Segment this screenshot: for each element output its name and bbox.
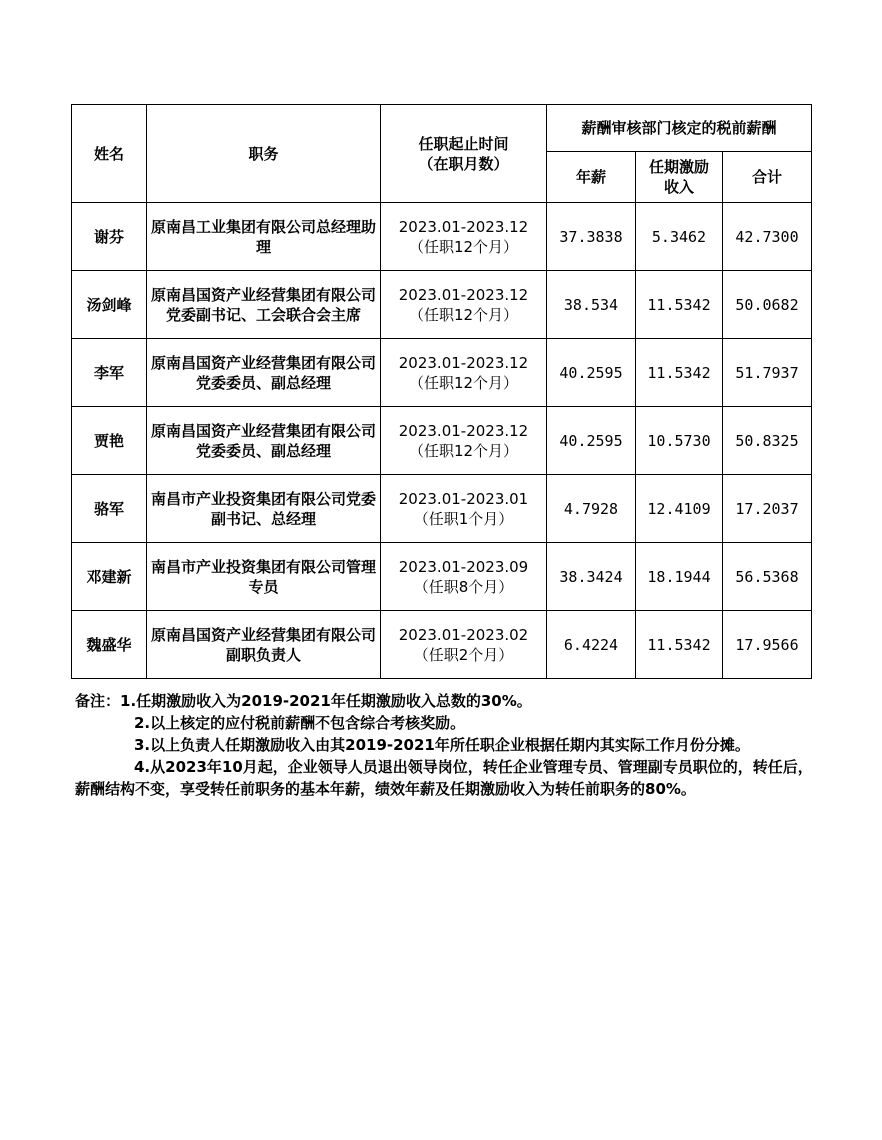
- cell-position: 南昌市产业投资集团有限公司管理专员: [147, 543, 381, 611]
- table-row: [72, 271, 812, 339]
- term-months: （任职12个月）: [408, 373, 519, 392]
- cell-term: [381, 339, 547, 407]
- cell-incentive: 5.3462: [636, 203, 723, 271]
- cell-name: 李军: [72, 339, 147, 407]
- cell-annual: 38.3424: [547, 543, 636, 611]
- cell-name: 邓建新: [72, 543, 147, 611]
- header-name: 姓名: [72, 105, 147, 203]
- header-term-line2: （在职月数）: [418, 154, 509, 173]
- note-1-text: 1.任期激励收入为2019-2021年任期激励收入总数的30%。: [120, 692, 532, 710]
- header-annual: 年薪: [547, 152, 636, 203]
- table-row: [72, 339, 812, 407]
- cell-total: 56.5368: [723, 543, 812, 611]
- cell-total: 17.9566: [723, 611, 812, 679]
- cell-annual: 37.3838: [547, 203, 636, 271]
- cell-name: 汤剑峰: [72, 271, 147, 339]
- cell-annual: 40.2595: [547, 407, 636, 475]
- cell-total: 42.7300: [723, 203, 812, 271]
- cell-position: 原南昌工业集团有限公司总经理助理: [147, 203, 381, 271]
- term-months: （任职1个月）: [413, 509, 514, 528]
- notes-section: [75, 690, 815, 800]
- header-incentive-line2: 收入: [663, 178, 694, 196]
- cell-position: 原南昌国资产业经营集团有限公司党委副书记、工会联合会主席: [147, 271, 381, 339]
- cell-total: 17.2037: [723, 475, 812, 543]
- table-row: [72, 407, 812, 475]
- cell-incentive: 11.5342: [636, 611, 723, 679]
- term-months: （任职12个月）: [408, 441, 519, 460]
- cell-term: [381, 407, 547, 475]
- term-months: （任职12个月）: [408, 305, 519, 324]
- cell-incentive: 10.5730: [636, 407, 723, 475]
- cell-annual: 40.2595: [547, 339, 636, 407]
- cell-total: 50.8325: [723, 407, 812, 475]
- table-row: [72, 475, 812, 543]
- term-range: 2023.01-2023.12: [398, 421, 529, 440]
- cell-term: [381, 543, 547, 611]
- cell-total: 50.0682: [723, 271, 812, 339]
- cell-incentive: 11.5342: [636, 339, 723, 407]
- cell-position: 原南昌国资产业经营集团有限公司副职负责人: [147, 611, 381, 679]
- cell-term: [381, 203, 547, 271]
- cell-annual: 38.534: [547, 271, 636, 339]
- note-3: 3.以上负责人任期激励收入由其2019-2021年所任职企业根据任期内其实际工作月份分摊。: [134, 736, 750, 754]
- header-term-line1: 任职起止时间: [418, 134, 509, 153]
- table-row: [72, 611, 812, 679]
- cell-name: 贾艳: [72, 407, 147, 475]
- header-total: 合计: [723, 152, 812, 203]
- term-range: 2023.01-2023.12: [398, 217, 529, 236]
- cell-annual: 6.4224: [547, 611, 636, 679]
- cell-position: 原南昌国资产业经营集团有限公司党委委员、副总经理: [147, 339, 381, 407]
- term-range: 2023.01-2023.12: [398, 353, 529, 372]
- cell-term: [381, 611, 547, 679]
- cell-incentive: 18.1944: [636, 543, 723, 611]
- cell-total: 51.7937: [723, 339, 812, 407]
- cell-incentive: 12.4109: [636, 475, 723, 543]
- cell-name: 谢芬: [72, 203, 147, 271]
- note-2: 2.以上核定的应付税前薪酬不包含综合考核奖励。: [134, 714, 466, 732]
- table-row: [72, 543, 812, 611]
- header-incentive-line1: 任期激励: [648, 158, 709, 176]
- table-row: [72, 203, 812, 271]
- header-group-pretax-pay: 薪酬审核部门核定的税前薪酬: [547, 105, 812, 152]
- cell-term: [381, 271, 547, 339]
- cell-name: 魏盛华: [72, 611, 147, 679]
- term-months: （任职12个月）: [408, 237, 519, 256]
- cell-position: 南昌市产业投资集团有限公司党委副书记、总经理: [147, 475, 381, 543]
- note-1: [75, 690, 815, 712]
- header-position: 职务: [147, 105, 381, 203]
- term-range: 2023.01-2023.01: [398, 489, 529, 508]
- cell-term: [381, 475, 547, 543]
- cell-annual: 4.7928: [547, 475, 636, 543]
- term-range: 2023.01-2023.12: [398, 285, 529, 304]
- term-range: 2023.01-2023.02: [398, 625, 529, 644]
- note-4: 4.从2023年10月起，企业领导人员退出领导岗位，转任企业管理专员、管理副专员职位的，转任后，薪酬结构不变，享受转任前职务的基本年薪，绩效年薪及任期激励收入为转任前职务的80%。: [75, 758, 813, 798]
- header-term: [381, 105, 547, 203]
- cell-name: 骆军: [72, 475, 147, 543]
- salary-table: [71, 104, 812, 679]
- term-range: 2023.01-2023.09: [398, 557, 529, 576]
- term-months: （任职2个月）: [413, 645, 514, 664]
- cell-position: 原南昌国资产业经营集团有限公司党委委员、副总经理: [147, 407, 381, 475]
- header-incentive: [636, 152, 723, 203]
- notes-label: 备注：: [75, 692, 121, 710]
- cell-incentive: 11.5342: [636, 271, 723, 339]
- term-months: （任职8个月）: [413, 577, 514, 596]
